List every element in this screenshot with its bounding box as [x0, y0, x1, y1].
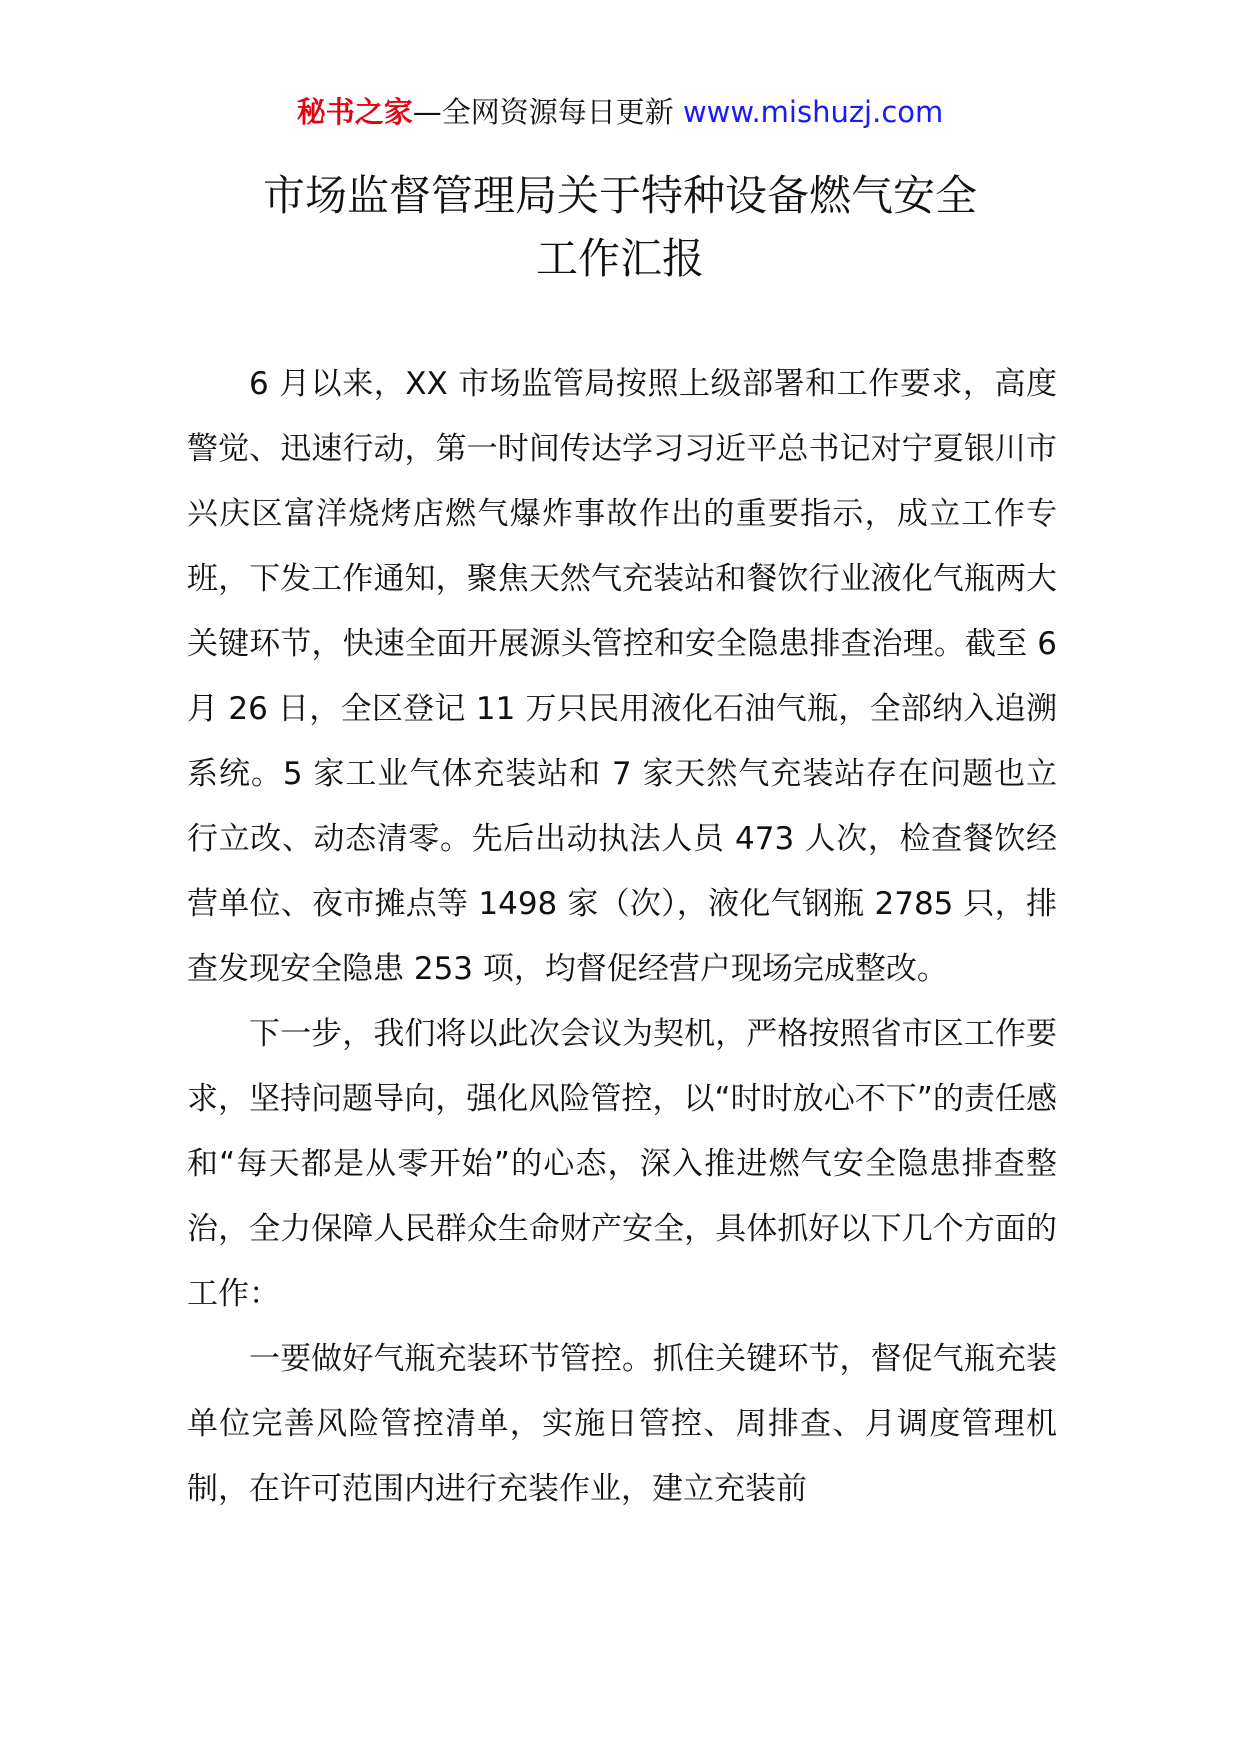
site-brand: 秘书之家 [296, 95, 413, 129]
site-slogan: —全网资源每日更新 [412, 95, 683, 129]
document-title-line-2: 工作汇报 [535, 234, 704, 283]
document-title-line-1: 市场监督管理局关于特种设备燃气安全 [262, 171, 977, 220]
document-body [187, 352, 1057, 1522]
site-url-link[interactable]: www.mishuzj.com [682, 95, 944, 129]
document-title [0, 164, 1240, 290]
body-paragraph-2: 下一步，我们将以此次会议为契机，严格按照省市区工作要求，坚持问题导向，强化风险管控，以“时时放心不下”的责任感和“每天都是从零开始”的心态，深入推进燃气安全隐患排查整治，全力保障人民群众生命财产安全，具体抓好以下几个方面的工作： [187, 1016, 1057, 1312]
body-paragraph-3: 一要做好气瓶充装环节管控。抓住关键环节，督促气瓶充装单位完善风险管控清单，实施日管控、周排查、月调度管理机制，在许可范围内进行充装作业，建立充装前 [187, 1341, 1057, 1507]
body-paragraph-1: 6 月以来，XX 市场监管局按照上级部署和工作要求，高度警觉、迅速行动，第一时间传达学习习近平总书记对宁夏银川市兴庆区富洋烧烤店燃气爆炸事故作出的重要指示，成立工作专班，下发工作通知，聚焦天然气充装站和餐饮行业液化气瓶两大关键环节，快速全面开展源头管控和安全隐患排查治理。截至 6 月 26 日，全区登记 11 万只民用液化石油气瓶，全部纳入追溯系统。5 家工业气体充装站和 7 家天然气充装站存在问题也立行立改、动态清零。先后出动执法人员 473 人次，检查餐饮经营单位、夜市摊点等 1498 家（次），液化气钢瓶 2785 只，排查发现安全隐患 253 项，均督促经营户现场完成整改。 [187, 366, 1057, 987]
site-header [0, 92, 1240, 132]
